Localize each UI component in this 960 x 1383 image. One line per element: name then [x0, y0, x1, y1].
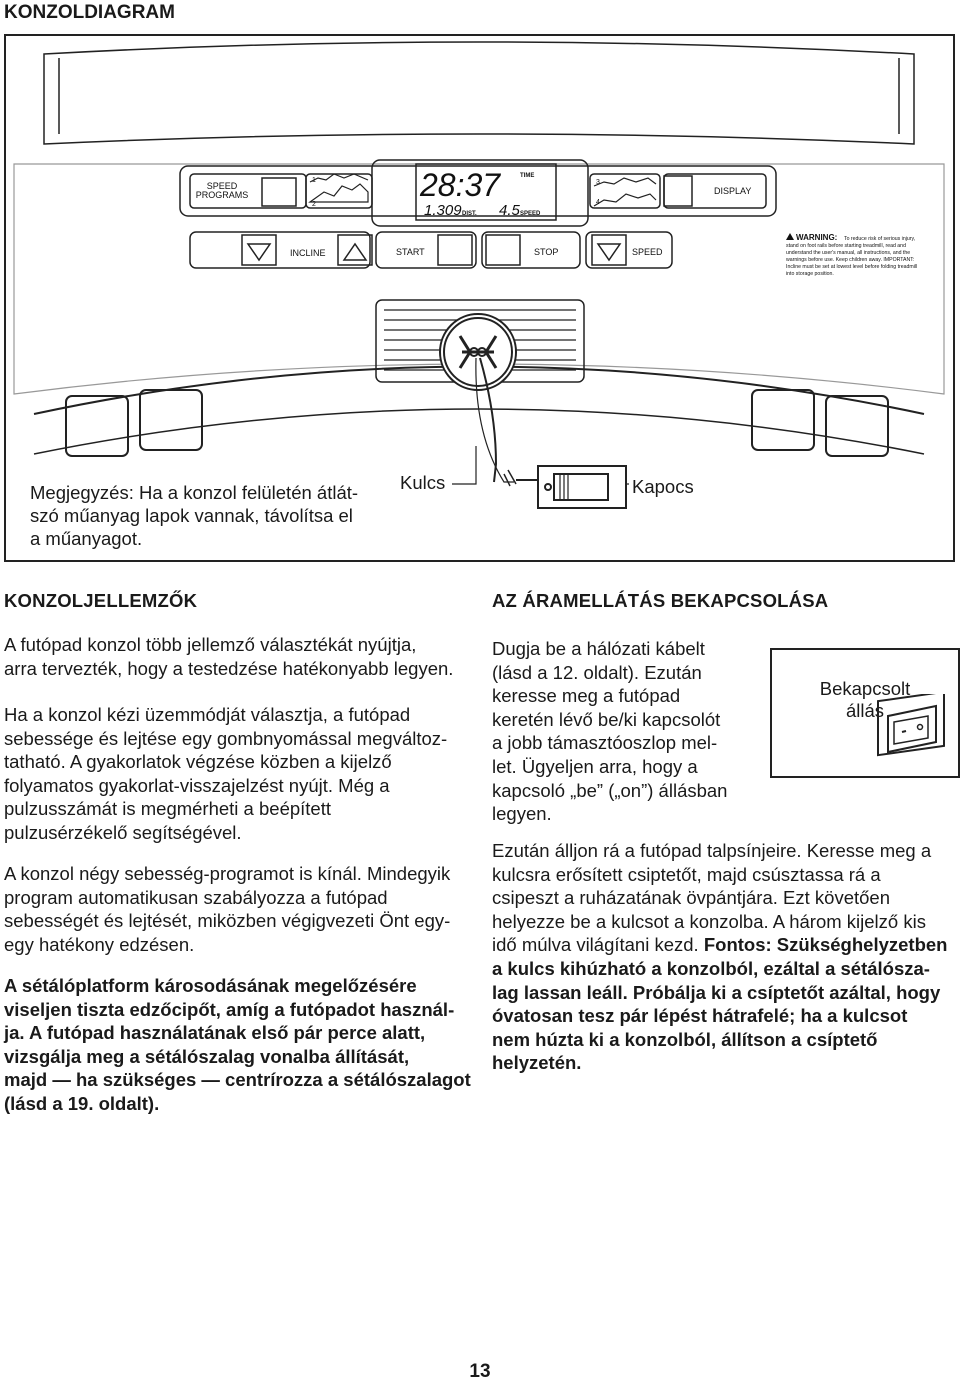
program-number-3: 3	[596, 179, 600, 186]
features-paragraph-1: A futópad konzol több jellemző választékát nyújtja, arra tervezték, hogy a testedzése hatékonyabb legyen.	[4, 634, 454, 679]
distance-readout: 1.309	[424, 202, 462, 219]
power-paragraph-2: Ezután álljon rá a futópad talpsínjeire. Keresse meg a kulcsra erősített csiptetőt, majd csúsztassa rá a csipeszt a ruházatának övpántjára. Ezt követően helyezze be a kulcsot a konzolba. A három kijelző kis idő múlva világítani kezd. Fontos: Szükséghelyzetben a kulcs kihúzható a konzolból, ezáltal a sétálósza- lag lassan leáll. Próbálja ki a csíptetőt azáltal, hogy óvatosan tesz pár lépést hátrafelé; ha a kulcsot nem húzta ki a konzolból, állítson a csíptető helyzetén.	[492, 840, 948, 1074]
note-line: a műanyagot.	[30, 528, 143, 549]
warning-title: WARNING:	[796, 233, 838, 242]
warning-line: To reduce risk of serious injury,	[844, 236, 916, 242]
features-paragraph-3: A konzol négy sebesség-programot is kínál. Mindegyik program automatikusan szabályozza a futópad sebességét és lejtését, miközben végigvezeti Önt egy- egy hatékony edzésen.	[4, 863, 451, 955]
page-number: 13	[469, 1361, 491, 1382]
program-number-2: 2	[312, 201, 316, 208]
power-heading: AZ ÁRAMELLÁTÁS BEKAPCSOLÁSA	[492, 590, 829, 611]
rocker-switch-icon	[872, 694, 952, 764]
stop-label: STOP	[534, 247, 559, 257]
time-readout: 28:37	[420, 167, 501, 203]
key-holder	[440, 314, 516, 390]
clip	[538, 466, 626, 508]
power-switch-illustration	[770, 648, 960, 778]
warning-line: into storage position.	[786, 271, 834, 277]
switch-on-label: Bekapcsolt állás	[819, 678, 911, 721]
warning-line: Incline must be set at lowest level before folding treadmill	[786, 264, 918, 270]
clip-label: Kapocs	[632, 476, 694, 497]
features-heading: KONZOLJELLEMZŐK	[4, 590, 198, 611]
note-line: Megjegyzés: Ha a konzol felületén átlát-	[30, 482, 359, 503]
warning-line: understand the user's manual, all instructions, and the	[786, 250, 911, 256]
warning-line: stand on foot rails before starting treadmill, read and	[786, 243, 906, 249]
note-line: szó műanyag lapok vannak, távolítsa el	[30, 505, 353, 526]
speed-button-label: SPEED	[632, 247, 663, 257]
warning-icon	[786, 233, 794, 240]
incline-label: INCLINE	[290, 248, 326, 258]
page-title: KONZOLDIAGRAM	[4, 2, 175, 23]
program-number-4: 4	[596, 199, 600, 206]
warning-line: warnings before use. Keep children away. IMPORTANT:	[786, 257, 915, 263]
speed-readout: 4.5	[499, 202, 520, 219]
features-paragraph-4: A sétálóplatform károsodásának megelőzésére viseljen tiszta edzőcipőt, amíg a futópadot használ- ja. A futópad használatának első pár perce alatt, vizsgálja meg a sétálószalag vonalba állítását, majd — ha szükséges — centrírozza a sétálószalagot (lásd a 19. oldalt).	[4, 975, 471, 1114]
start-label: START	[396, 247, 425, 257]
time-label: TIME	[520, 173, 535, 179]
power-paragraph-1: Dugja be a hálózati kábelt (lásd a 12. oldalt). Ezután keresse meg a futópad keretén lévő be/ki kapcsolót a jobb támasztóoszlop mel- let. Ügyeljen arra, hogy a kapcsoló „be” („on”) állásban legyen.	[492, 638, 728, 825]
speed-programs-line2: PROGRAMS	[195, 190, 249, 200]
speed-programs-line1: SPEED	[206, 181, 238, 191]
distance-label: DIST.	[462, 211, 477, 217]
features-paragraph-2: Ha a konzol kézi üzemmódját választja, a futópad sebessége és lejtése egy gombnyomással megváltoz- tatható. A gyakorlatok végzése közben a kijelző folyamatos gyakorlat-visszajelzést nyújt. Még a pulzusszámát is megmérheti a beépített pulzusérzékelő segítségével.	[4, 704, 448, 843]
speed-readout-label: SPEED	[520, 211, 541, 217]
diagram-note	[30, 481, 410, 550]
display-button-label: DISPLAY	[714, 186, 752, 196]
key-label: Kulcs	[400, 472, 446, 493]
program-number-1: 1	[312, 177, 316, 184]
